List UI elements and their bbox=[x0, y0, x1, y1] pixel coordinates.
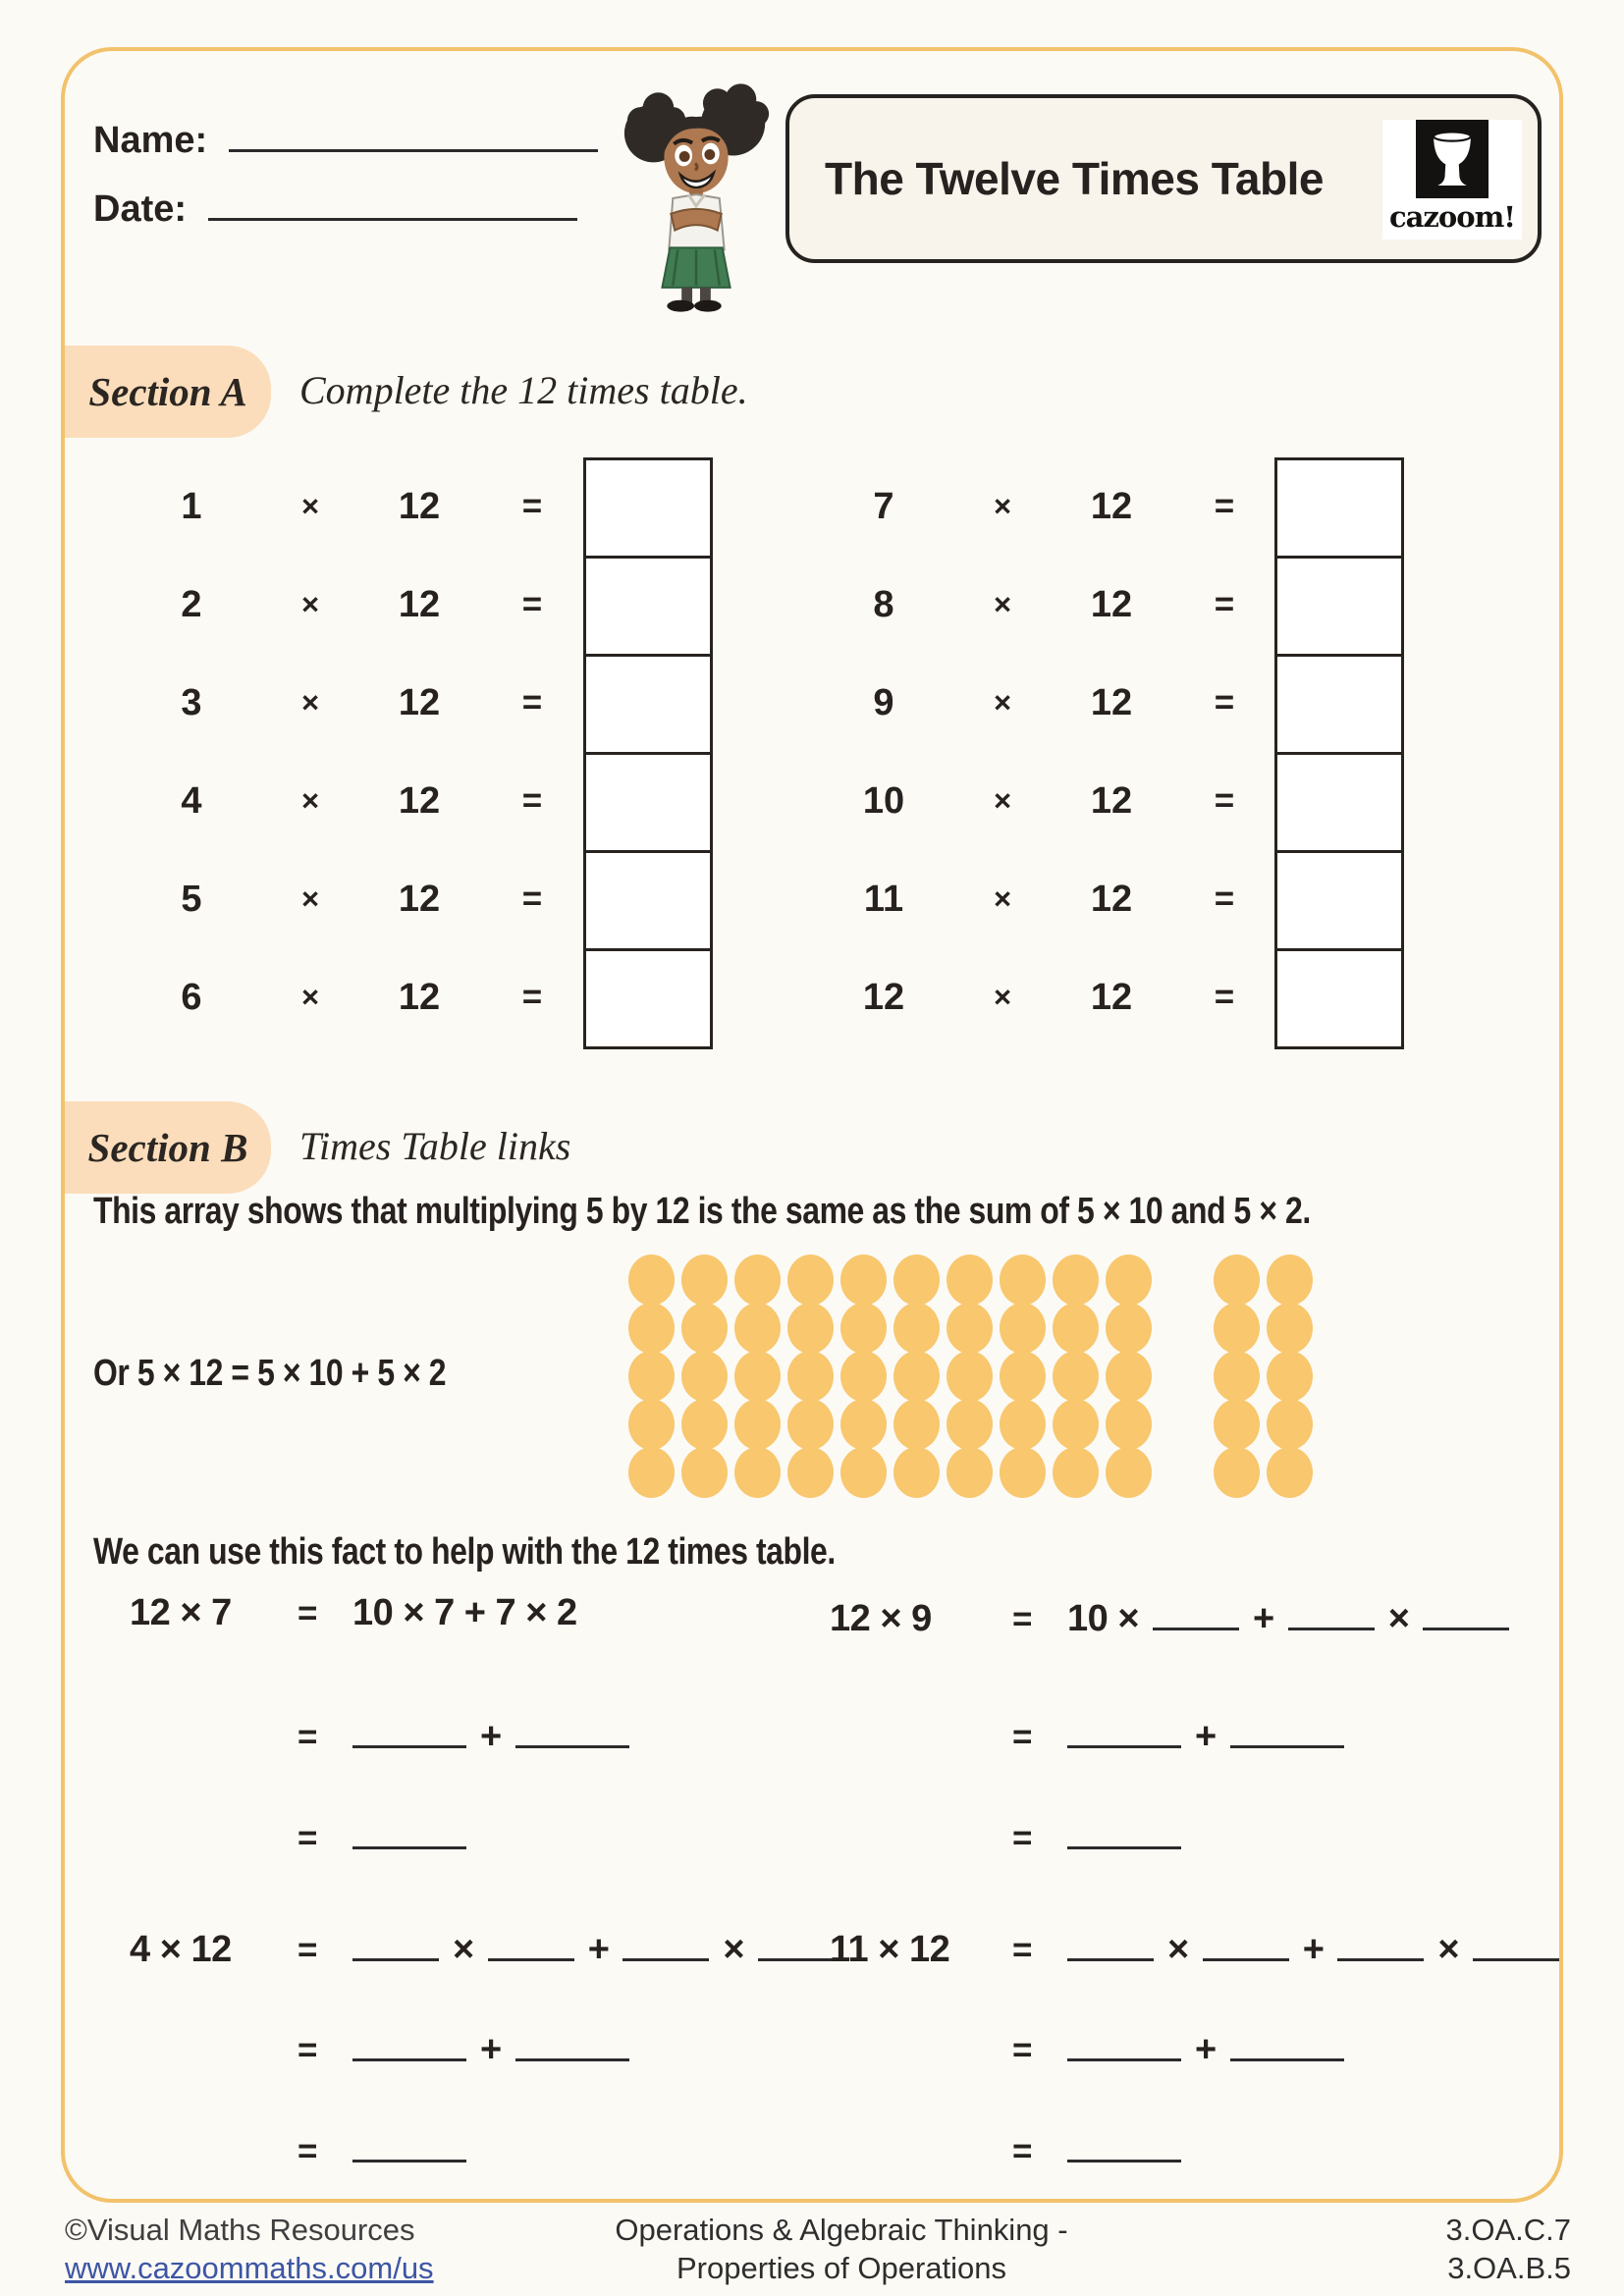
array-dot bbox=[1000, 1303, 1046, 1354]
array-dot bbox=[947, 1447, 993, 1498]
array-dot bbox=[893, 1447, 940, 1498]
date-label: Date: bbox=[93, 188, 188, 230]
equals-sign: = bbox=[298, 1718, 317, 1756]
date-input-line[interactable] bbox=[208, 179, 577, 221]
answer-box[interactable] bbox=[1274, 556, 1404, 657]
equation-line bbox=[130, 2124, 844, 2191]
answer-blank[interactable] bbox=[1288, 1592, 1375, 1630]
date-row bbox=[93, 179, 577, 231]
equation-text: × bbox=[1437, 1929, 1460, 1970]
array-dot bbox=[628, 1255, 675, 1306]
answer-blank[interactable] bbox=[352, 2124, 466, 2163]
factor-left: 7 bbox=[873, 485, 894, 527]
factor-left: 11 bbox=[863, 878, 904, 920]
equation-text: + bbox=[1195, 2029, 1217, 2070]
array-dot bbox=[893, 1255, 940, 1306]
equals-sign: = bbox=[298, 1819, 317, 1857]
title-box bbox=[785, 94, 1542, 263]
array-dot bbox=[734, 1255, 781, 1306]
array-dot bbox=[681, 1351, 728, 1402]
equation-line bbox=[130, 1710, 629, 1777]
answer-box[interactable] bbox=[1274, 850, 1404, 951]
equation-line bbox=[830, 1811, 1509, 1878]
array-dot bbox=[947, 1399, 993, 1450]
equals-sign: = bbox=[298, 1931, 317, 1969]
times-sign: × bbox=[993, 980, 1012, 1014]
array-dot bbox=[947, 1351, 993, 1402]
array-dot bbox=[1053, 1399, 1099, 1450]
drum-icon bbox=[1416, 120, 1489, 198]
array-dot bbox=[787, 1255, 834, 1306]
equals-sign: = bbox=[298, 1594, 317, 1632]
equation-lhs: 12 × 7 bbox=[130, 1592, 232, 1633]
answer-blank[interactable] bbox=[515, 2023, 629, 2061]
equation-text: × bbox=[1387, 1598, 1410, 1639]
section-a-caption: Complete the 12 times table. bbox=[299, 368, 748, 412]
answer-blank[interactable] bbox=[1230, 1710, 1344, 1748]
equals-sign: = bbox=[298, 2031, 317, 2069]
footer-topic-line2: Properties of Operations bbox=[676, 2251, 1007, 2285]
factor-left: 5 bbox=[181, 878, 202, 920]
factor-left: 1 bbox=[181, 485, 202, 527]
equation-text: + bbox=[480, 2029, 502, 2070]
footer-standards bbox=[1446, 2211, 1572, 2287]
array-dot bbox=[787, 1303, 834, 1354]
array-dot bbox=[681, 1399, 728, 1450]
factor-left: 9 bbox=[873, 681, 894, 723]
answer-box[interactable] bbox=[583, 752, 713, 853]
array-dot bbox=[947, 1255, 993, 1306]
equals-sign: = bbox=[1012, 1718, 1032, 1756]
array-dot bbox=[1214, 1303, 1260, 1354]
factor-right: 12 bbox=[398, 976, 441, 1018]
factor-left: 4 bbox=[181, 779, 202, 822]
answer-box[interactable] bbox=[583, 457, 713, 559]
array-gap-spacer bbox=[1159, 1303, 1214, 1351]
array-gap-spacer bbox=[1159, 1447, 1214, 1495]
equals-sign: = bbox=[1012, 2132, 1032, 2170]
array-dot bbox=[734, 1399, 781, 1450]
answer-box[interactable] bbox=[1274, 457, 1404, 559]
array-dot bbox=[1267, 1399, 1313, 1450]
array-dot bbox=[1214, 1399, 1260, 1450]
array-dot bbox=[840, 1255, 887, 1306]
section-b-caption: Times Table links bbox=[299, 1124, 571, 1168]
equation-text: × bbox=[723, 1929, 745, 1970]
equals-sign: = bbox=[298, 2132, 317, 2170]
name-row bbox=[93, 110, 598, 162]
equals-sign: = bbox=[1214, 978, 1235, 1016]
equation-line bbox=[830, 2124, 1559, 2191]
array-dot bbox=[628, 1399, 675, 1450]
standard-code-2: 3.OA.B.5 bbox=[1447, 2251, 1571, 2285]
factor-right: 12 bbox=[398, 779, 441, 822]
array-dot bbox=[1053, 1255, 1099, 1306]
answer-blank[interactable] bbox=[515, 1710, 629, 1748]
equals-sign: = bbox=[521, 585, 543, 623]
times-table-grid-0 bbox=[128, 457, 591, 1046]
times-table-grid-1 bbox=[820, 457, 1283, 1046]
equals-sign: = bbox=[521, 683, 543, 721]
array-dot bbox=[1106, 1351, 1152, 1402]
equals-sign: = bbox=[1214, 683, 1235, 721]
array-dot bbox=[1053, 1351, 1099, 1402]
array-dot bbox=[840, 1351, 887, 1402]
equals-sign: = bbox=[1012, 1931, 1032, 1969]
factor-right: 12 bbox=[398, 583, 441, 625]
factor-right: 12 bbox=[1090, 976, 1133, 1018]
array-gap-spacer bbox=[1159, 1399, 1214, 1447]
equals-sign: = bbox=[521, 487, 543, 525]
factor-right: 12 bbox=[1090, 779, 1133, 822]
equation-line bbox=[130, 1592, 629, 1659]
problem-3 bbox=[830, 1923, 1559, 2191]
array-dot bbox=[1267, 1447, 1313, 1498]
times-sign: × bbox=[993, 685, 1012, 720]
equals-sign: = bbox=[1012, 2031, 1032, 2069]
array-dot bbox=[734, 1447, 781, 1498]
answer-blank[interactable] bbox=[352, 1811, 466, 1849]
array-dot bbox=[681, 1255, 728, 1306]
array-dot bbox=[1106, 1303, 1152, 1354]
array-dot bbox=[893, 1399, 940, 1450]
answer-boxes-0 bbox=[583, 457, 713, 1049]
equation-line bbox=[830, 1592, 1509, 1659]
answer-blank[interactable] bbox=[1423, 1592, 1509, 1630]
equation-line bbox=[130, 2023, 844, 2090]
factor-left: 2 bbox=[181, 583, 202, 625]
array-dot bbox=[1267, 1255, 1313, 1306]
array-dot bbox=[840, 1399, 887, 1450]
array-gap-spacer bbox=[1159, 1255, 1214, 1303]
array-dot bbox=[1053, 1447, 1099, 1498]
array-dot bbox=[840, 1303, 887, 1354]
equation-text: × bbox=[453, 1929, 474, 1970]
array-dot bbox=[1214, 1351, 1260, 1402]
student-girl-illustration bbox=[615, 77, 780, 314]
array-dot bbox=[1106, 1447, 1152, 1498]
array-dot bbox=[893, 1303, 940, 1354]
equation-text: 10 × bbox=[1067, 1598, 1140, 1639]
array-dot bbox=[1106, 1255, 1152, 1306]
array-dot bbox=[893, 1351, 940, 1402]
website-link[interactable]: www.cazoommaths.com/us bbox=[65, 2251, 434, 2285]
factor-right: 12 bbox=[1090, 878, 1133, 920]
factor-left: 12 bbox=[862, 976, 905, 1018]
equals-sign: = bbox=[1214, 487, 1235, 525]
answer-boxes-1 bbox=[1274, 457, 1404, 1049]
factor-left: 8 bbox=[873, 583, 894, 625]
array-dot bbox=[1106, 1399, 1152, 1450]
answer-blank[interactable] bbox=[488, 1923, 574, 1961]
times-sign: × bbox=[300, 587, 320, 621]
cazoom-logo bbox=[1382, 120, 1522, 240]
answer-blank[interactable] bbox=[1067, 2124, 1181, 2163]
answer-blank[interactable] bbox=[1067, 2023, 1181, 2061]
footer-topic-line1: Operations & Algebraic Thinking - bbox=[615, 2213, 1068, 2247]
page-title: The Twelve Times Table bbox=[825, 153, 1324, 204]
footer-center bbox=[615, 2211, 1067, 2287]
array-dot bbox=[628, 1303, 675, 1354]
array-dot bbox=[1214, 1255, 1260, 1306]
equation-lhs: 12 × 9 bbox=[830, 1598, 932, 1639]
problem-1 bbox=[830, 1592, 1509, 1878]
answer-box[interactable] bbox=[583, 556, 713, 657]
equals-sign: = bbox=[1214, 880, 1235, 918]
name-label: Name: bbox=[93, 120, 208, 161]
answer-blank[interactable] bbox=[352, 1923, 439, 1961]
times-sign: × bbox=[300, 489, 320, 523]
answer-box[interactable] bbox=[583, 948, 713, 1049]
times-sign: × bbox=[300, 685, 320, 720]
page-border-frame bbox=[61, 47, 1563, 2203]
answer-blank[interactable] bbox=[1067, 1811, 1181, 1849]
answer-blank[interactable] bbox=[1203, 1923, 1289, 1961]
section-b-label: Section B bbox=[65, 1101, 271, 1194]
equation-line bbox=[130, 1811, 629, 1878]
answer-blank[interactable] bbox=[1067, 1923, 1154, 1961]
section-a-label: Section A bbox=[65, 346, 271, 438]
equation-line bbox=[830, 2023, 1559, 2090]
times-sign: × bbox=[300, 980, 320, 1014]
factor-right: 12 bbox=[398, 681, 441, 723]
equals-sign: = bbox=[1012, 1600, 1032, 1638]
standard-code-1: 3.OA.C.7 bbox=[1445, 2213, 1571, 2247]
equation-lhs: 4 × 12 bbox=[130, 1929, 232, 1970]
equation-text: + bbox=[587, 1929, 610, 1970]
array-gap-spacer bbox=[1159, 1351, 1214, 1399]
problem-0 bbox=[130, 1592, 629, 1878]
array-dot bbox=[628, 1447, 675, 1498]
equation-text: + bbox=[1253, 1598, 1274, 1639]
array-dot bbox=[787, 1351, 834, 1402]
times-sign: × bbox=[300, 881, 320, 916]
array-dot bbox=[734, 1351, 781, 1402]
factor-left: 3 bbox=[181, 681, 202, 723]
answer-blank[interactable] bbox=[352, 2023, 466, 2061]
name-input-line[interactable] bbox=[229, 110, 598, 152]
equals-sign: = bbox=[521, 880, 543, 918]
array-dot bbox=[1053, 1303, 1099, 1354]
answer-blank[interactable] bbox=[352, 1710, 466, 1748]
answer-blank[interactable] bbox=[1153, 1592, 1239, 1630]
factor-right: 12 bbox=[398, 878, 441, 920]
equation-text: + bbox=[480, 1716, 502, 1757]
equation-line bbox=[830, 1710, 1509, 1777]
array-dot bbox=[681, 1303, 728, 1354]
equation-line bbox=[830, 1923, 1559, 1990]
equals-sign: = bbox=[521, 781, 543, 820]
answer-box[interactable] bbox=[1274, 654, 1404, 755]
answer-box[interactable] bbox=[1274, 948, 1404, 1049]
array-dot bbox=[787, 1447, 834, 1498]
array-dot bbox=[681, 1447, 728, 1498]
times-sign: × bbox=[993, 587, 1012, 621]
equation-text: + bbox=[1302, 1929, 1325, 1970]
answer-box[interactable] bbox=[1274, 752, 1404, 853]
equation-text: + bbox=[1195, 1716, 1217, 1757]
array-dot bbox=[734, 1303, 781, 1354]
logo-wordmark: cazoom! bbox=[1388, 200, 1516, 234]
times-sign: × bbox=[300, 783, 320, 818]
footer-left bbox=[65, 2211, 434, 2287]
array-intro-text: This array shows that multiplying 5 by 12 is the same as the sum of 5 × 10 and 5 × 2. bbox=[93, 1191, 1311, 1232]
fact-text: We can use this fact to help with the 12 times table. bbox=[93, 1531, 836, 1573]
factor-right: 12 bbox=[1090, 485, 1133, 527]
equation-lhs: 11 × 12 bbox=[830, 1929, 950, 1970]
array-dot bbox=[628, 1351, 675, 1402]
answer-blank[interactable] bbox=[1337, 1923, 1424, 1961]
answer-blank[interactable] bbox=[1067, 1710, 1181, 1748]
factor-right: 12 bbox=[398, 485, 441, 527]
factor-right: 12 bbox=[1090, 583, 1133, 625]
equation-text: × bbox=[1167, 1929, 1189, 1970]
copyright-text: ©Visual Maths Resources bbox=[65, 2213, 415, 2247]
answer-blank[interactable] bbox=[623, 1923, 709, 1961]
times-sign: × bbox=[993, 881, 1012, 916]
equation-text: 10 × 7 + 7 × 2 bbox=[352, 1592, 577, 1633]
times-sign: × bbox=[993, 489, 1012, 523]
factor-left: 6 bbox=[181, 976, 202, 1018]
factor-right: 12 bbox=[1090, 681, 1133, 723]
or-equation-text: Or 5 × 12 = 5 × 10 + 5 × 2 bbox=[93, 1353, 447, 1394]
times-sign: × bbox=[993, 783, 1012, 818]
factor-left: 10 bbox=[862, 779, 905, 822]
equals-sign: = bbox=[521, 978, 543, 1016]
answer-box[interactable] bbox=[583, 850, 713, 951]
answer-box[interactable] bbox=[583, 654, 713, 755]
problem-2 bbox=[130, 1923, 844, 2191]
array-dot bbox=[1000, 1399, 1046, 1450]
equation-line bbox=[130, 1923, 844, 1990]
array-dot bbox=[1267, 1351, 1313, 1402]
answer-blank[interactable] bbox=[1473, 1923, 1559, 1961]
array-dot bbox=[1267, 1303, 1313, 1354]
array-dot bbox=[787, 1399, 834, 1450]
equals-sign: = bbox=[1012, 1819, 1032, 1857]
array-dot bbox=[1000, 1255, 1046, 1306]
array-dot bbox=[840, 1447, 887, 1498]
answer-blank[interactable] bbox=[1230, 2023, 1344, 2061]
array-dot bbox=[1000, 1447, 1046, 1498]
array-dot bbox=[1000, 1351, 1046, 1402]
equals-sign: = bbox=[1214, 781, 1235, 820]
equals-sign: = bbox=[1214, 585, 1235, 623]
array-dot bbox=[1214, 1447, 1260, 1498]
dot-array bbox=[628, 1255, 1320, 1495]
array-dot bbox=[947, 1303, 993, 1354]
